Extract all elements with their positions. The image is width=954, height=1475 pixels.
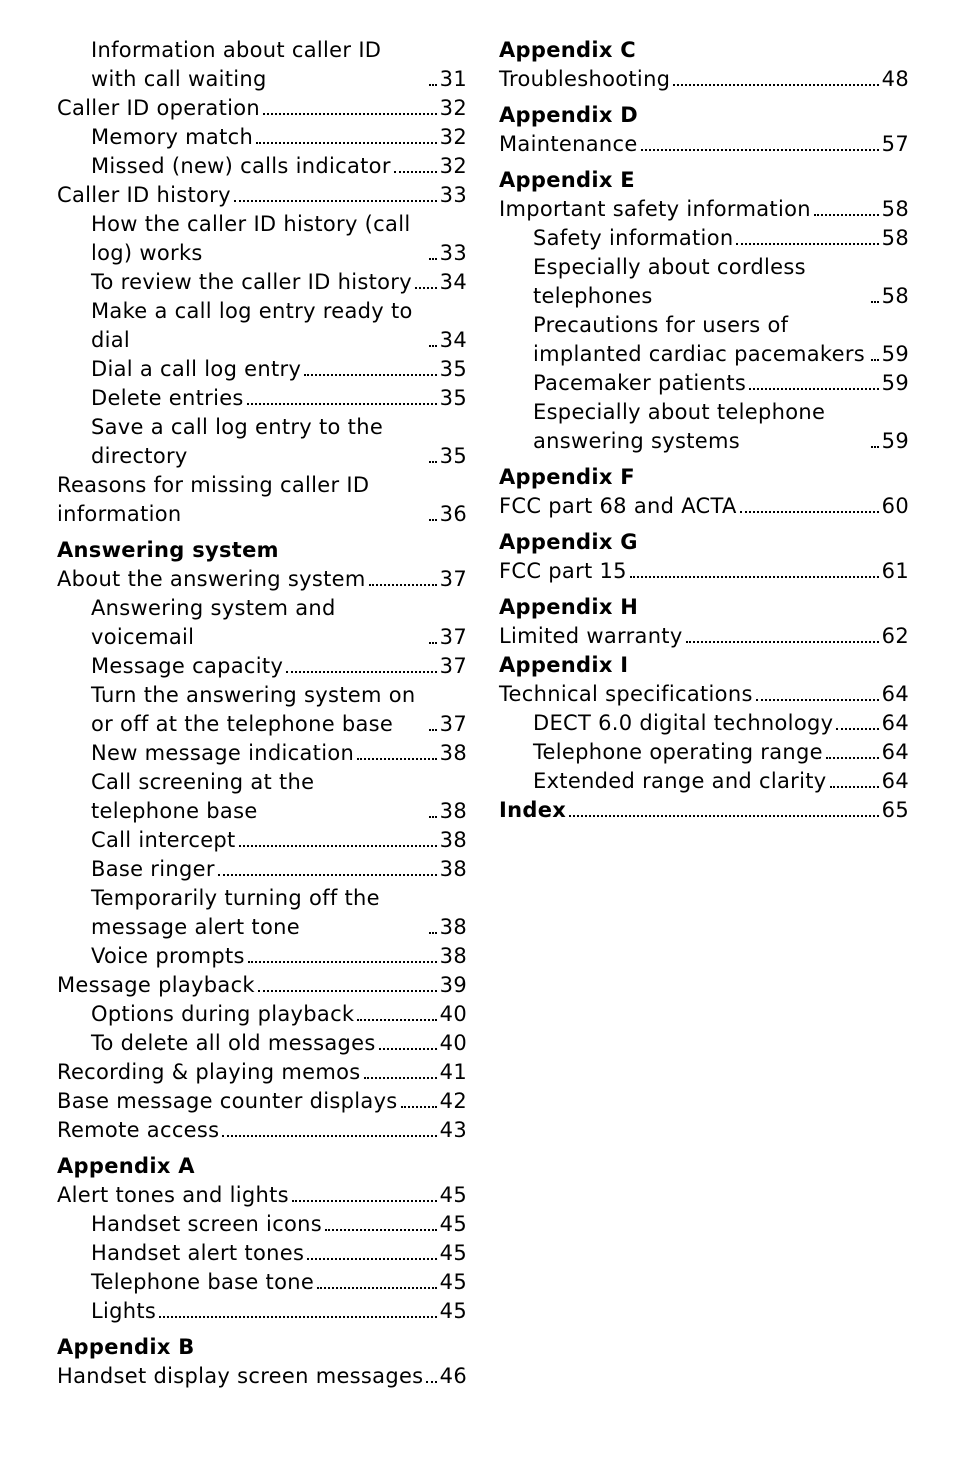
dot-leader — [369, 584, 437, 586]
toc-page-number: 62 — [881, 624, 909, 648]
toc-entry-new-message-indication[interactable] — [57, 739, 467, 768]
toc-page-number: 38 — [439, 915, 467, 939]
toc-section-heading-appendix-b: Appendix B — [57, 1335, 195, 1359]
toc-entry-telephone-operating-range[interactable] — [499, 738, 909, 767]
toc-entry-title: Pacemaker patients — [533, 371, 747, 395]
toc-page-number: 38 — [439, 828, 467, 852]
toc-page-number: 46 — [439, 1364, 467, 1388]
toc-entry-technical-specifications[interactable] — [499, 680, 909, 709]
toc-entry-index[interactable] — [499, 796, 909, 825]
dot-leader — [357, 758, 437, 760]
toc-entry-base-ringer[interactable] — [57, 855, 467, 884]
toc-entry-title: Save a call log entry to the directory — [91, 415, 384, 468]
toc-entry-title: FCC part 68 and ACTA — [499, 494, 737, 518]
toc-page-number: 64 — [881, 740, 909, 764]
toc-entry-title: Especially about telephone answering systems — [533, 400, 826, 453]
toc-entry-title: Lights — [91, 1299, 157, 1323]
toc-entry-title: Technical specifications — [499, 682, 753, 706]
toc-entry-title: Index — [499, 798, 567, 822]
toc-entry-fcc-part-68-and-acta[interactable] — [499, 492, 909, 521]
toc-section-heading-appendix-h: Appendix H — [499, 595, 639, 619]
toc-entry-to-review-the-caller-id-history[interactable] — [57, 268, 467, 297]
toc-entry-especially-about-cordless-telephones[interactable] — [499, 253, 909, 311]
toc-page-number: 60 — [881, 494, 909, 518]
toc-page-number: 43 — [439, 1118, 467, 1142]
toc-page-number: 34 — [439, 328, 467, 352]
toc-entry-save-a-call-log-entry-to-the-directory[interactable] — [57, 413, 467, 471]
toc-page-number: 32 — [439, 154, 467, 178]
toc-page-number: 45 — [439, 1212, 467, 1236]
dot-leader — [736, 243, 878, 245]
toc-section-heading-appendix-e: Appendix E — [499, 168, 635, 192]
toc-entry-title: Voice prompts — [91, 944, 245, 968]
toc-page-number: 38 — [439, 857, 467, 881]
toc-entry-title: Alert tones and lights — [57, 1183, 289, 1207]
toc-page-number: 35 — [439, 386, 467, 410]
dot-leader — [247, 403, 437, 405]
toc-entry-handset-screen-icons[interactable] — [57, 1210, 467, 1239]
dot-leader — [379, 1048, 437, 1050]
toc-entry-title: Maintenance — [499, 132, 638, 156]
toc-page-number: 59 — [881, 429, 909, 453]
dot-leader — [756, 699, 879, 701]
dot-leader — [429, 461, 437, 463]
dot-leader — [159, 1316, 437, 1318]
toc-entry-title: Memory match — [91, 125, 254, 149]
toc-entry-title: Safety information — [533, 226, 734, 250]
toc-page-number: 35 — [439, 357, 467, 381]
toc-entry-to-delete-all-old-messages[interactable] — [57, 1029, 467, 1058]
toc-entry-especially-about-telephone-answering-systems[interactable] — [499, 398, 909, 456]
toc-entry-options-during-playback[interactable] — [57, 1000, 467, 1029]
dot-leader — [256, 142, 437, 144]
toc-page-number: 37 — [439, 567, 467, 591]
toc-page-number: 41 — [439, 1060, 467, 1084]
dot-leader — [263, 113, 437, 115]
toc-page-number: 64 — [881, 769, 909, 793]
dot-leader — [871, 446, 879, 448]
dot-leader — [673, 84, 878, 86]
toc-entry-base-message-counter-displays[interactable] — [57, 1087, 467, 1116]
toc-page-number: 34 — [439, 270, 467, 294]
toc-page-number: 59 — [881, 342, 909, 366]
toc-entry-title: Limited warranty — [499, 624, 683, 648]
toc-entry-title: DECT 6.0 digital technology — [533, 711, 834, 735]
toc-entry-handset-display-screen-messages[interactable] — [57, 1362, 467, 1391]
toc-page-number: 38 — [439, 799, 467, 823]
toc-right-column — [499, 36, 909, 825]
dot-leader — [325, 1229, 437, 1231]
toc-entry-title: Telephone operating range — [533, 740, 823, 764]
toc-entry-information-about-caller-id-with-call-waiting[interactable] — [57, 36, 467, 94]
dot-leader — [286, 671, 437, 673]
toc-page-number: 33 — [439, 183, 467, 207]
toc-entry-title: How the caller ID history (call log) works — [91, 212, 411, 265]
toc-entry-title: Information about caller ID with call waiting — [91, 38, 382, 91]
toc-entry-call-screening-at-the-telephone-base[interactable] — [57, 768, 467, 826]
toc-page-number: 45 — [439, 1299, 467, 1323]
toc-entry-title: Especially about cordless telephones — [533, 255, 806, 308]
dot-leader — [429, 932, 437, 934]
toc-entry-memory-match[interactable] — [57, 123, 467, 152]
dot-leader — [239, 845, 437, 847]
dot-leader — [429, 345, 437, 347]
dot-leader — [394, 171, 437, 173]
toc-page-number: 45 — [439, 1241, 467, 1265]
dot-leader — [429, 519, 437, 521]
toc-page-number: 42 — [439, 1089, 467, 1113]
toc-entry-title: Remote access — [57, 1118, 220, 1142]
toc-entry-maintenance[interactable] — [499, 130, 909, 159]
toc-page-number: 59 — [881, 371, 909, 395]
dot-leader — [364, 1077, 437, 1079]
toc-page-number: 37 — [439, 654, 467, 678]
dot-leader — [871, 301, 879, 303]
toc-page-number: 36 — [439, 502, 467, 526]
toc-entry-pacemaker-patients[interactable] — [499, 369, 909, 398]
toc-entry-message-playback[interactable] — [57, 971, 467, 1000]
toc-entry-title: Turn the answering system on or off at the telephone base — [91, 683, 416, 736]
toc-entry-title: Make a call log entry ready to dial — [91, 299, 413, 352]
dot-leader — [429, 642, 437, 644]
toc-entry-delete-entries[interactable] — [57, 384, 467, 413]
dot-leader — [415, 287, 437, 289]
toc-page-number: 65 — [881, 798, 909, 822]
toc-section-heading-appendix-i: Appendix I — [499, 653, 629, 677]
dot-leader — [248, 961, 437, 963]
toc-entry-troubleshooting[interactable] — [499, 65, 909, 94]
toc-section-heading-appendix-d: Appendix D — [499, 103, 639, 127]
dot-leader — [429, 258, 437, 260]
toc-entry-title: Temporarily turning off the message alert tone — [91, 886, 380, 939]
dot-leader — [429, 816, 437, 818]
dot-leader — [292, 1200, 437, 1202]
toc-entry-telephone-base-tone[interactable] — [57, 1268, 467, 1297]
dot-leader — [429, 84, 437, 86]
toc-entry-alert-tones-and-lights[interactable] — [57, 1181, 467, 1210]
dot-leader — [307, 1258, 436, 1260]
toc-left-column — [57, 36, 467, 1391]
toc-entry-call-intercept[interactable] — [57, 826, 467, 855]
dot-leader — [686, 641, 879, 643]
toc-entry-precautions-for-users-of-implanted-cardiac-pacemakers[interactable] — [499, 311, 909, 369]
toc-entry-answering-system-and-voicemail[interactable] — [57, 594, 467, 652]
toc-page-number: 40 — [439, 1031, 467, 1055]
toc-entry-title: Base ringer — [91, 857, 215, 881]
dot-leader — [830, 786, 879, 788]
toc-entry-reasons-for-missing-caller-id-information[interactable] — [57, 471, 467, 529]
toc-entry-title: Extended range and clarity — [533, 769, 827, 793]
toc-page-number: 37 — [439, 625, 467, 649]
toc-entry-voice-prompts[interactable] — [57, 942, 467, 971]
dot-leader — [814, 214, 879, 216]
toc-page-number: 64 — [881, 682, 909, 706]
toc-page-number: 33 — [439, 241, 467, 265]
toc-section-heading-appendix-a: Appendix A — [57, 1154, 195, 1178]
toc-entry-title: Dial a call log entry — [91, 357, 302, 381]
toc-entry-extended-range-and-clarity[interactable] — [499, 767, 909, 796]
toc-page-number: 31 — [439, 67, 467, 91]
toc-page-number: 61 — [881, 559, 909, 583]
dot-leader — [826, 757, 879, 759]
toc-entry-important-safety-information[interactable] — [499, 195, 909, 224]
toc-page-number: 37 — [439, 712, 467, 736]
toc-entry-title: Troubleshooting — [499, 67, 671, 91]
toc-entry-title: Call intercept — [91, 828, 236, 852]
toc-entry-title: Answering system and voicemail — [91, 596, 336, 649]
toc-entry-title: Precautions for users of implanted cardiac pacemakers — [533, 313, 866, 366]
toc-page-number: 45 — [439, 1270, 467, 1294]
dot-leader — [222, 1135, 436, 1137]
toc-section-heading-appendix-f: Appendix F — [499, 465, 635, 489]
dot-leader — [429, 729, 437, 731]
toc-page-number: 58 — [881, 197, 909, 221]
toc-entry-lights[interactable] — [57, 1297, 467, 1326]
toc-page-number: 58 — [881, 226, 909, 250]
toc-entry-caller-id-operation[interactable] — [57, 94, 467, 123]
toc-entry-how-the-caller-id-history-call-log-works[interactable] — [57, 210, 467, 268]
dot-leader — [258, 990, 437, 992]
dot-leader — [749, 388, 879, 390]
toc-page-number: 32 — [439, 125, 467, 149]
toc-page-number: 39 — [439, 973, 467, 997]
toc-page-number: 40 — [439, 1002, 467, 1026]
dot-leader — [630, 576, 879, 578]
toc-entry-title: Handset screen icons — [91, 1212, 323, 1236]
toc-page-number: 38 — [439, 741, 467, 765]
toc-entry-title: Telephone base tone — [91, 1270, 315, 1294]
toc-entry-title: Options during playback — [91, 1002, 355, 1026]
toc-entry-title: Message capacity — [91, 654, 284, 678]
dot-leader — [426, 1381, 436, 1383]
toc-section-heading-answering-system: Answering system — [57, 538, 279, 562]
toc-entry-title: Caller ID operation — [57, 96, 260, 120]
toc-entry-fcc-part-15[interactable] — [499, 557, 909, 586]
toc-entry-title: About the answering system — [57, 567, 366, 591]
toc-entry-title: Delete entries — [91, 386, 244, 410]
toc-page-number: 35 — [439, 444, 467, 468]
toc-page-number: 64 — [881, 711, 909, 735]
dot-leader — [357, 1019, 436, 1021]
toc-entry-safety-information[interactable] — [499, 224, 909, 253]
dot-leader — [304, 374, 436, 376]
toc-entry-remote-access[interactable] — [57, 1116, 467, 1145]
toc-entry-missed-new-calls-indicator[interactable] — [57, 152, 467, 181]
toc-entry-temporarily-turning-off-the-message-alert-tone[interactable] — [57, 884, 467, 942]
toc-page-number: 48 — [881, 67, 909, 91]
toc-entry-title: To delete all old messages — [91, 1031, 376, 1055]
toc-entry-turn-the-answering-system-on-or-off-at-the-telephone-base[interactable] — [57, 681, 467, 739]
dot-leader — [218, 874, 437, 876]
toc-entry-title: FCC part 15 — [499, 559, 627, 583]
toc-page-number: 57 — [881, 132, 909, 156]
toc-entry-recording-playing-memos[interactable] — [57, 1058, 467, 1087]
dot-leader — [317, 1287, 437, 1289]
toc-entry-dial-a-call-log-entry[interactable] — [57, 355, 467, 384]
dot-leader — [641, 149, 879, 151]
toc-entry-caller-id-history[interactable] — [57, 181, 467, 210]
toc-page-number: 58 — [881, 284, 909, 308]
toc-entry-limited-warranty[interactable] — [499, 622, 909, 651]
dot-leader — [871, 359, 879, 361]
toc-entry-title: Reasons for missing caller ID information — [57, 473, 370, 526]
dot-leader — [401, 1106, 437, 1108]
toc-entry-title: Recording & playing memos — [57, 1060, 361, 1084]
toc-entry-title: Call screening at the telephone base — [91, 770, 315, 823]
toc-entry-title: Handset display screen messages — [57, 1364, 424, 1388]
toc-page-number: 45 — [439, 1183, 467, 1207]
toc-entry-about-the-answering-system[interactable] — [57, 565, 467, 594]
toc-entry-title: Handset alert tones — [91, 1241, 305, 1265]
toc-entry-title: New message indication — [91, 741, 355, 765]
toc-entry-title: Message playback — [57, 973, 255, 997]
toc-entry-title: To review the caller ID history — [91, 270, 412, 294]
toc-entry-make-a-call-log-entry-ready-to-dial[interactable] — [57, 297, 467, 355]
toc-entry-handset-alert-tones[interactable] — [57, 1239, 467, 1268]
toc-entry-title: Base message counter displays — [57, 1089, 398, 1113]
toc-page-number: 32 — [439, 96, 467, 120]
toc-section-heading-appendix-g: Appendix G — [499, 530, 638, 554]
dot-leader — [740, 511, 879, 513]
toc-entry-message-capacity[interactable] — [57, 652, 467, 681]
toc-entry-title: Important safety information — [499, 197, 811, 221]
toc-entry-dect-6-0-digital-technology[interactable] — [499, 709, 909, 738]
dot-leader — [569, 815, 879, 817]
toc-page-number: 38 — [439, 944, 467, 968]
dot-leader — [836, 728, 878, 730]
toc-section-heading-appendix-c: Appendix C — [499, 38, 637, 62]
dot-leader — [234, 200, 437, 202]
toc-entry-title: Caller ID history — [57, 183, 231, 207]
toc-entry-title: Missed (new) calls indicator — [91, 154, 391, 178]
